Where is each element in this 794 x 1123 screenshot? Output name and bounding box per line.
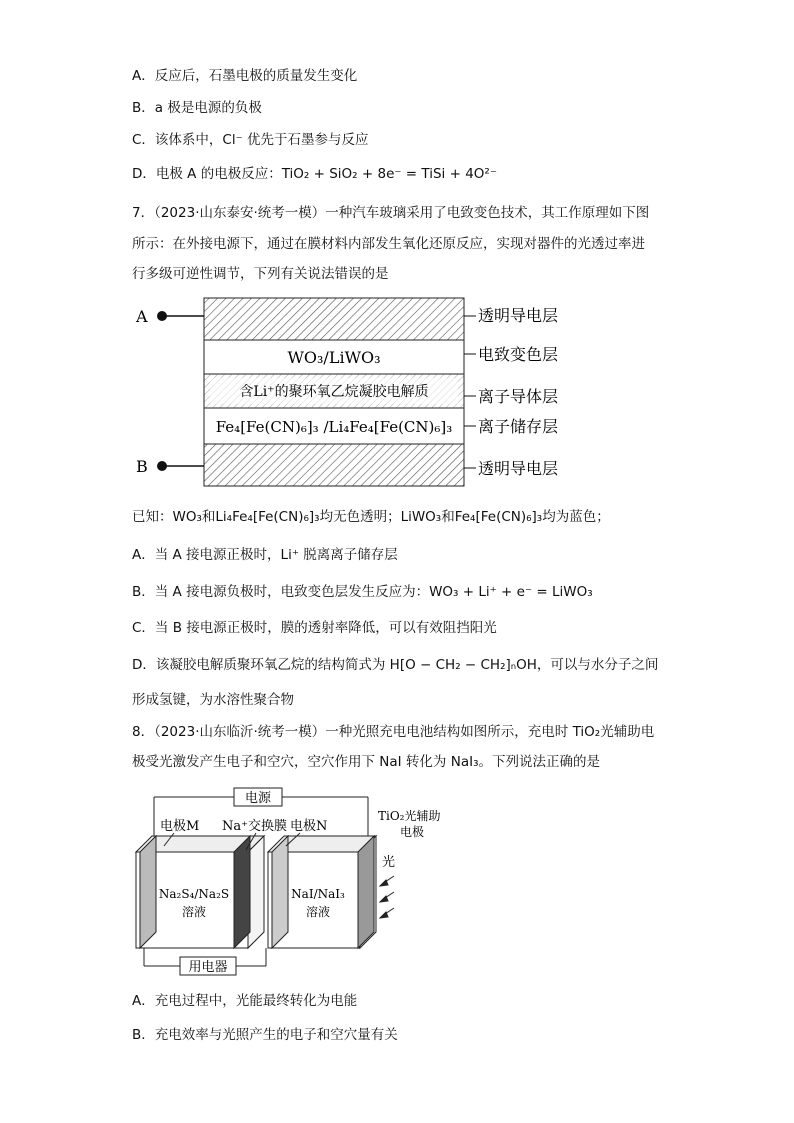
q7-stem-line3: 行多级可逆性调节，下列有关说法错误的是 [132,266,389,282]
label-top-conductive: 透明导电层 [478,306,559,325]
right-solution-label: 溶液 [305,905,331,919]
q7-option-b: B．当 A 接电源负极时，电致变色层发生反应为：WO₃ + Li⁺ + e⁻ = LiWO₃ [132,584,593,600]
tio2-label-line2: 电极 [400,825,425,839]
right-solution-formula: NaI/NaI₃ [291,887,345,901]
tio2-label-line1: TiO₂光辅助 [378,809,441,823]
label-electrochromic: 电致变色层 [478,345,559,364]
terminal-b-label: B [136,457,148,476]
label-ion-conductor: 离子导体层 [478,387,559,406]
tio2-electrode [358,836,374,948]
electrode-n [272,836,288,948]
q7-stem-line2: 所示：在外接电源下，通过在膜材料内部发生氧化还原反应，实现对器件的光透过率进 [132,236,645,252]
label-ion-storage: 离子储存层 [478,417,559,436]
q6-option-c: C．该体系中，Cl⁻ 优先于石墨参与反应 [132,132,369,148]
wo3-layer-text: WO₃/LiWO₃ [287,348,381,367]
power-supply-label: 电源 [244,791,272,806]
q7-option-c: C．当 B 接电源正极时，膜的透射率降低，可以有效阻挡阳光 [132,620,497,636]
electrochromic-diagram [130,292,590,492]
q7-option-d-line1: D．该凝胶电解质聚环氧乙烷的结构简式为 H[O − CH₂ − CH₂]ₙOH，可以与水分子之间 [132,657,659,673]
left-solution-formula: Na₂S₄/Na₂S [158,887,230,901]
bottom-conductive-layer [204,444,464,486]
light-arrows [380,876,394,918]
q6-option-d: D．电极 A 的电极反应：TiO₂ + SiO₂ + 8e⁻ = TiSi + 4O²⁻ [132,166,497,182]
top-conductive-layer [204,298,464,340]
q7-stem-line1: 7．（2023·山东泰安·统考一模）一种汽车玻璃采用了电致变色技术，其工作原理如下图 [132,205,650,221]
electrode-m [140,836,156,948]
q7-known-info: 已知：WO₃和Li₄Fe₄[Fe(CN)₆]₃均无色透明；LiWO₃和Fe₄[Fe(CN)₆]₃均为蓝色； [132,509,610,525]
na-exchange-membrane [234,836,250,948]
q8-stem-line1: 8．（2023·山东临沂·统考一模）一种光照充电电池结构如图所示，充电时 TiO₂光辅助电 [132,724,655,740]
load-label: 用电器 [188,960,228,975]
fe-layer-text: Fe₄[Fe(CN)₆]₃ /Li₄Fe₄[Fe(CN)₆]₃ [215,418,453,436]
terminal-a-label: A [136,307,148,326]
electrode-n-label: 电极N [290,819,328,834]
membrane-label: Na⁺交换膜 [222,819,287,834]
q7-option-d-line2: 形成氢键，为水溶性聚合物 [132,692,294,708]
label-bottom-conductive: 透明导电层 [478,459,559,478]
electrode-m-label: 电极M [160,819,200,834]
q8-option-a: A．充电过程中，光能最终转化为电能 [132,993,358,1009]
q7-option-a: A．当 A 接电源正极时，Li⁺ 脱离离子储存层 [132,547,398,563]
q6-option-a: A．反应后，石墨电极的质量发生变化 [132,68,358,84]
gel-layer-text: 含Li⁺的聚环氧乙烷凝胶电解质 [239,384,429,400]
q8-stem-line2: 极受光激发产生电子和空穴，空穴作用下 NaI 转化为 NaI₃。下列说法正确的是 [132,754,600,770]
left-solution-label: 溶液 [181,905,207,919]
q8-option-b: B．充电效率与光照产生的电子和空穴量有关 [132,1027,398,1043]
light-label: 光 [382,855,396,870]
q6-option-b: B．a 极是电源的负极 [132,100,262,116]
photo-battery-diagram [130,786,460,978]
